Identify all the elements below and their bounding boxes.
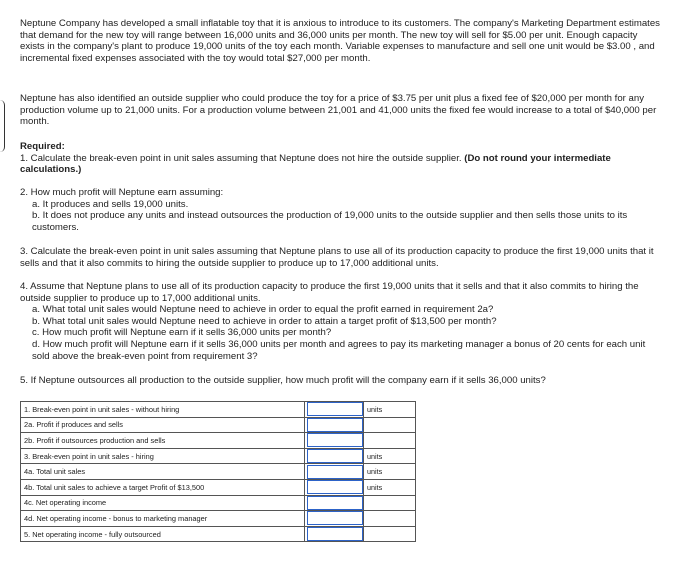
- unit-cell: [364, 448, 416, 464]
- unit-cell: [364, 495, 416, 511]
- answer-cell: [305, 511, 364, 527]
- units-label: units: [367, 467, 383, 477]
- question-4-text: 4. Assume that Neptune plans to use all of its production capacity to produce the first 19,000 units that it sells and that it also commits to hiring the outside supplier to produce up to 17,000 additional units.: [20, 281, 639, 304]
- unit-cell: [364, 417, 416, 433]
- unit-cell: [364, 479, 416, 495]
- answer-row-4b: [21, 479, 416, 495]
- answer-row-4c: [21, 495, 416, 511]
- answer-row-3: [21, 448, 416, 464]
- scroll-indicator: [0, 100, 5, 152]
- answer-row-4d: [21, 511, 416, 527]
- unit-cell: [364, 526, 416, 542]
- unit-cell: [364, 464, 416, 480]
- answer-row-2a: [21, 417, 416, 433]
- question-4c: c. How much profit will Neptune earn if it sells 36,000 units per month?: [32, 327, 332, 339]
- question-1: [20, 153, 660, 176]
- answer-input-4b[interactable]: [307, 480, 363, 494]
- answer-label: 1. Break-even point in unit sales - without hiring: [21, 402, 305, 418]
- answer-label: 2a. Profit if produces and sells: [21, 417, 305, 433]
- question-1-note: (Do not round your intermediate calculations.): [20, 152, 611, 176]
- answer-input-4d[interactable]: [307, 511, 363, 525]
- answer-row-4a: [21, 464, 416, 480]
- required-section: [20, 141, 660, 176]
- intro-paragraph: Neptune Company has developed a small inflatable toy that it is anxious to introduce to its customers. The company's Marketing Department estimates that demand for the new toy will range between 16,000 units and 36,000 units per month. The new toy will sell for $5.00 per unit. Enough capacity exists in the company's plant to produce 19,000 units of the toy each month. Variable expenses to manufacture and sell one unit would be $3.00 , and incremental fixed expenses associated with the toy would total $27,000 per month.: [20, 18, 660, 64]
- answer-input-5[interactable]: [307, 527, 363, 541]
- answer-input-4a[interactable]: [307, 465, 363, 479]
- required-heading: Required:: [20, 141, 65, 152]
- question-2: [20, 187, 660, 233]
- unit-cell: [364, 511, 416, 527]
- question-4a: a. What total unit sales would Neptune need to achieve in order to equal the profit earned in requirement 2a?: [32, 304, 494, 316]
- answer-label: 4c. Net operating income: [21, 495, 305, 511]
- question-2b: b. It does not produce any units and instead outsources the production of 19,000 units to the outside supplier and then sells those units to its customers.: [32, 210, 628, 233]
- question-2a: a. It produces and sells 19,000 units.: [32, 198, 189, 210]
- answer-cell: [305, 526, 364, 542]
- answer-cell: [305, 464, 364, 480]
- answer-input-2b[interactable]: [307, 433, 363, 447]
- unit-cell: [364, 402, 416, 418]
- answer-input-3[interactable]: [307, 449, 363, 463]
- answer-cell: [305, 402, 364, 418]
- answer-label: 5. Net operating income - fully outsourced: [21, 526, 305, 542]
- unit-cell: [364, 433, 416, 449]
- answer-label: 2b. Profit if outsources production and sells: [21, 433, 305, 449]
- units-label: units: [367, 451, 383, 461]
- answer-row-5: [21, 526, 416, 542]
- answer-cell: [305, 433, 364, 449]
- units-label: units: [367, 404, 383, 414]
- answer-cell: [305, 417, 364, 433]
- question-5: 5. If Neptune outsources all production to the outside supplier, how much profit will the company earn if it sells 36,000 units?: [20, 375, 546, 386]
- answer-row-1: [21, 402, 416, 418]
- units-label: units: [367, 482, 383, 492]
- answer-row-2b: [21, 433, 416, 449]
- answer-input-4c[interactable]: [307, 496, 363, 510]
- answer-label: 4b. Total unit sales to achieve a target Profit of $13,500: [21, 479, 305, 495]
- question-4b: b. What total unit sales would Neptune need to achieve in order to attain a target profit of $13,500 per month?: [32, 315, 497, 327]
- answer-label: 4a. Total unit sales: [21, 464, 305, 480]
- answer-cell: [305, 479, 364, 495]
- question-4d: d. How much profit will Neptune earn if it sells 36,000 units per month and agrees to pay its marketing manager a bonus of 20 cents for each unit sold above the break-even point from requirement 3?: [32, 338, 646, 362]
- question-2-text: 2. How much profit will Neptune earn assuming:: [20, 187, 224, 198]
- supplier-paragraph: Neptune has also identified an outside supplier who could produce the toy for a price of $3.75 per unit plus a fixed fee of $20,000 per month for any production volume up to 21,000 units. For a production volume between 21,001 and 41,000 units the fixed fee would increase to a total of $40,000 per month.: [20, 93, 657, 128]
- question-4: [20, 281, 660, 362]
- answer-label: 4d. Net operating income - bonus to marketing manager: [21, 511, 305, 527]
- answer-cell: [305, 495, 364, 511]
- answer-label: 3. Break-even point in unit sales - hiring: [21, 448, 305, 464]
- question-3: 3. Calculate the break-even point in unit sales assuming that Neptune plans to use all of its production capacity to produce the first 19,000 units that it sells and that it also commits to hiring the outside supplier to produce up to 17,000 additional units.: [20, 246, 654, 269]
- question-1-text: 1. Calculate the break-even point in unit sales assuming that Neptune does not hire the outside supplier.: [20, 152, 462, 164]
- answer-input-2a[interactable]: [307, 418, 363, 432]
- answer-table: [20, 401, 416, 542]
- answer-input-1[interactable]: [307, 402, 363, 416]
- answer-cell: [305, 448, 364, 464]
